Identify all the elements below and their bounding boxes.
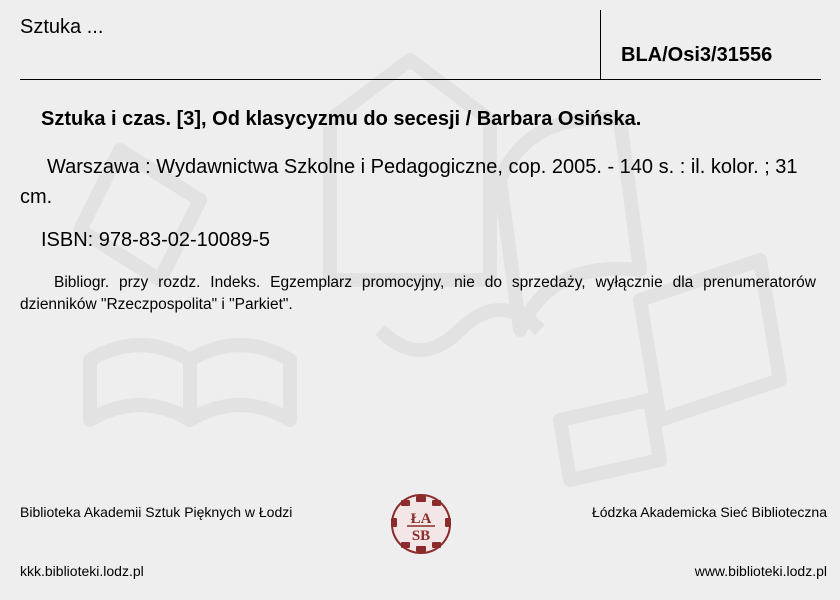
header-divider-vertical xyxy=(600,10,601,80)
lasb-logo xyxy=(387,494,455,554)
short-title: Sztuka ... xyxy=(20,16,104,38)
record-title: Sztuka i czas. [3], Od klasycyzmu do secesji / Barbara Osińska. xyxy=(41,108,642,130)
footer-institution-left: Biblioteka Akademii Sztuk Pięknych w Łodzi xyxy=(20,504,293,520)
footer-institution-right: Łódzka Akademicka Sieć Biblioteczna xyxy=(591,504,827,520)
svg-text:SB: SB xyxy=(411,528,431,544)
footer-url-left[interactable]: kkk.biblioteki.lodz.pl xyxy=(20,563,144,579)
call-number: BLA/Osi3/31556 xyxy=(621,44,773,66)
svg-text:ŁA: ŁA xyxy=(410,511,432,527)
record-imprint: Warszawa : Wydawnictwa Szkolne i Pedagogiczne, cop. 2005. - 140 s. : il. kolor. ; 31 cm. xyxy=(20,156,798,208)
record-isbn: ISBN: 978-83-02-10089-5 xyxy=(41,229,271,251)
header-divider-horizontal xyxy=(20,79,821,80)
record-notes: Bibliogr. przy rozdz. Indeks. Egzemplarz promocyjny, nie do sprzedaży, wyłącznie dla prenumeratorów dzienników "Rzeczpospolita" i "Parkiet". xyxy=(20,274,816,313)
footer-url-right[interactable]: www.biblioteki.lodz.pl xyxy=(694,563,827,579)
